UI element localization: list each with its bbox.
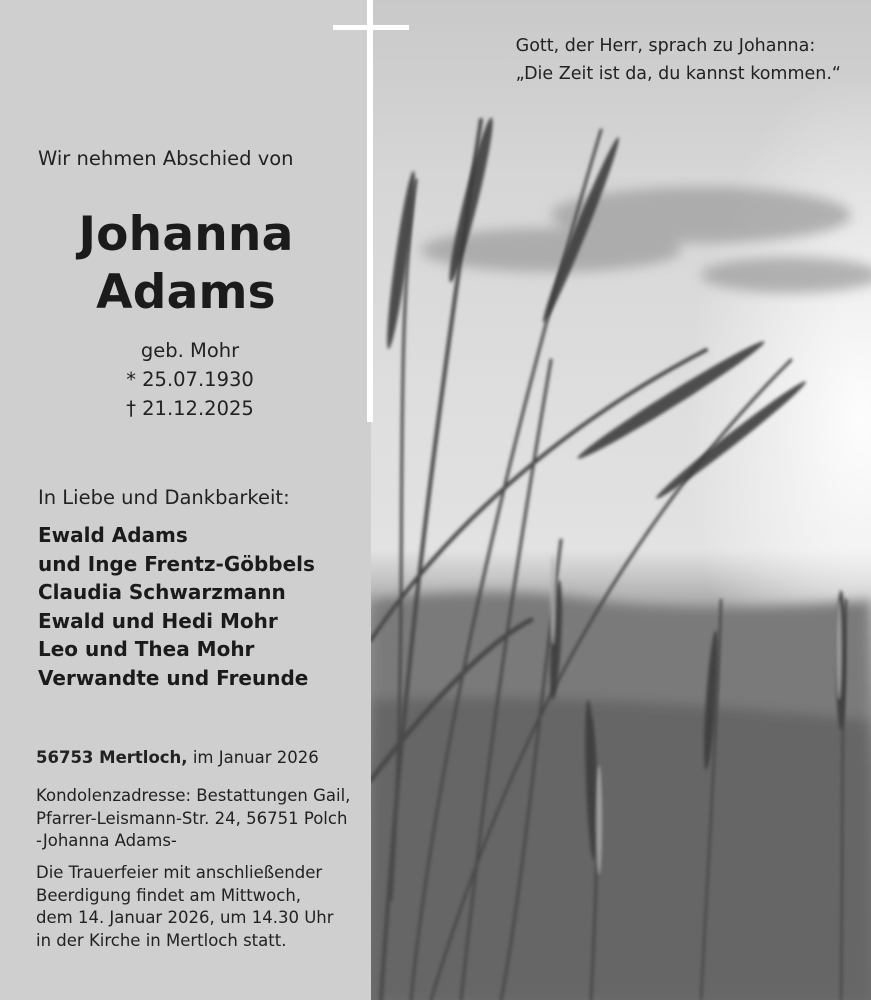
first-name: Johanna — [78, 207, 294, 262]
grass-photo — [371, 0, 871, 1000]
birth-date: * 25.07.1930 — [126, 368, 254, 391]
ceremony-line: dem 14. Januar 2026, um 14.30 Uhr — [36, 908, 334, 927]
condolence-line: Pfarrer-Leismann-Str. 24, 56751 Polch — [36, 808, 348, 828]
intro-text: Wir nehmen Abschied von — [38, 147, 294, 170]
quote-line: Gott, der Herr, sprach zu Johanna: — [515, 36, 816, 56]
mourners-list — [38, 521, 315, 692]
cross-icon — [367, 0, 373, 422]
ceremony-line: in der Kirche in Mertloch statt. — [36, 930, 287, 950]
place-date: im Januar 2026 — [187, 748, 319, 767]
text-panel — [0, 0, 371, 1000]
mourner: Claudia Schwarzmann — [38, 580, 286, 604]
thanks-heading: In Liebe und Dankbarkeit: — [38, 486, 290, 509]
last-name: Adams — [96, 265, 276, 320]
maiden-name: geb. Mohr — [140, 339, 240, 362]
place-location: 56753 Mertloch, — [36, 748, 188, 767]
death-date: † 21.12.2025 — [126, 397, 254, 420]
condolence-address — [36, 785, 350, 853]
condolence-line: -Johanna Adams- — [36, 831, 177, 850]
mourner: Verwandte und Freunde — [38, 665, 309, 690]
mourner: Leo und Thea Mohr — [38, 637, 255, 661]
mourner: Ewald und Hedi Mohr — [38, 608, 278, 633]
mourner: und Inge Frentz-Göbbels — [38, 551, 315, 576]
condolence-line: Kondolenzadresse: Bestattungen Gail, — [36, 786, 351, 805]
bible-quote — [516, 32, 841, 88]
grass-illustration — [371, 0, 871, 1000]
funeral-ceremony-info — [36, 862, 334, 952]
cross-bar — [333, 25, 409, 30]
life-dates — [0, 336, 380, 423]
mourner: Ewald Adams — [38, 523, 188, 547]
ceremony-line: Beerdigung findet am Mittwoch, — [36, 885, 302, 905]
ceremony-line: Die Trauerfeier mit anschließender — [36, 863, 323, 882]
place-date-line — [36, 748, 319, 767]
quote-line: „Die Zeit ist da, du kannst kommen.“ — [515, 64, 841, 84]
deceased-name — [0, 206, 372, 322]
